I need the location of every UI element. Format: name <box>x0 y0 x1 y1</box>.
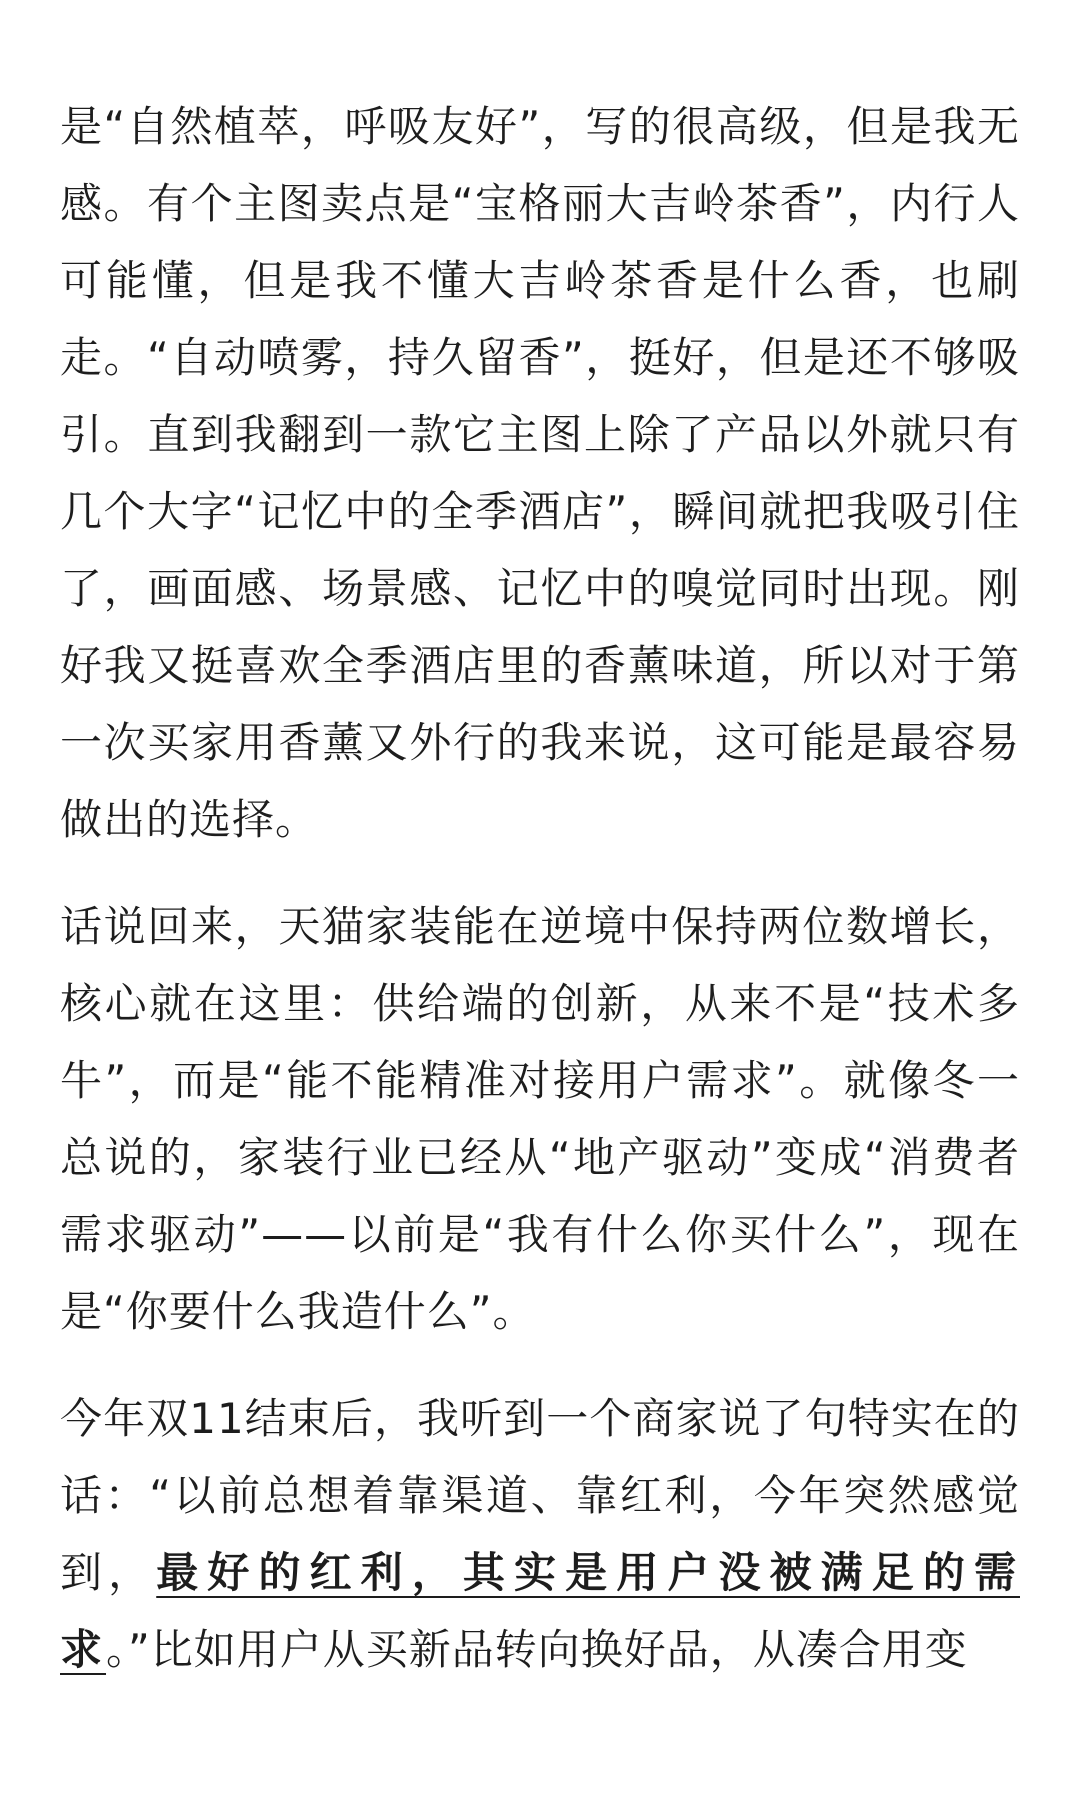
paragraph-2: 话说回来，天猫家装能在逆境中保持两位数增长，核心就在这里：供给端的创新，从来不是“技术多牛”，而是“能不能精准对接用户需求”。就像冬一总说的，家装行业已经从“地产驱动”变成“消费者需求驱动”——以前是“我有什么你买什么”，现在是“你要什么我造什么”。 <box>60 902 1020 1336</box>
paragraph-3 <box>60 1380 1020 1688</box>
paragraph-1: 是“自然植萃，呼吸友好”，写的很高级，但是我无感。有个主图卖点是“宝格丽大吉岭茶香”，内行人可能懂，但是我不懂大吉岭茶香是什么香，也刷走。“自动喷雾，持久留香”，挺好，但是还不够吸引。直到我翻到一款它主图上除了产品以外就只有几个大字“记忆中的全季酒店”，瞬间就把我吸引住了，画面感、场景感、记忆中的嗅觉同时出现。刚好我又挺喜欢全季酒店里的香薰味道，所以对于第一次买家用香薰又外行的我来说，这可能是最容易做出的选择。 <box>60 102 1020 844</box>
paragraph-3-lead: 今年双11结束后，我听到一个商家说了句特实在的话：“以前总想着靠渠道、靠红利，今年突然感觉到， <box>60 1394 1020 1597</box>
paragraph-3-tail: 。”比如用户从买新品转向换好品，从凑合用变 <box>106 1625 968 1674</box>
highlighted-quote: 最好的红利，其实是用户没被满足的需求 <box>60 1548 1020 1674</box>
